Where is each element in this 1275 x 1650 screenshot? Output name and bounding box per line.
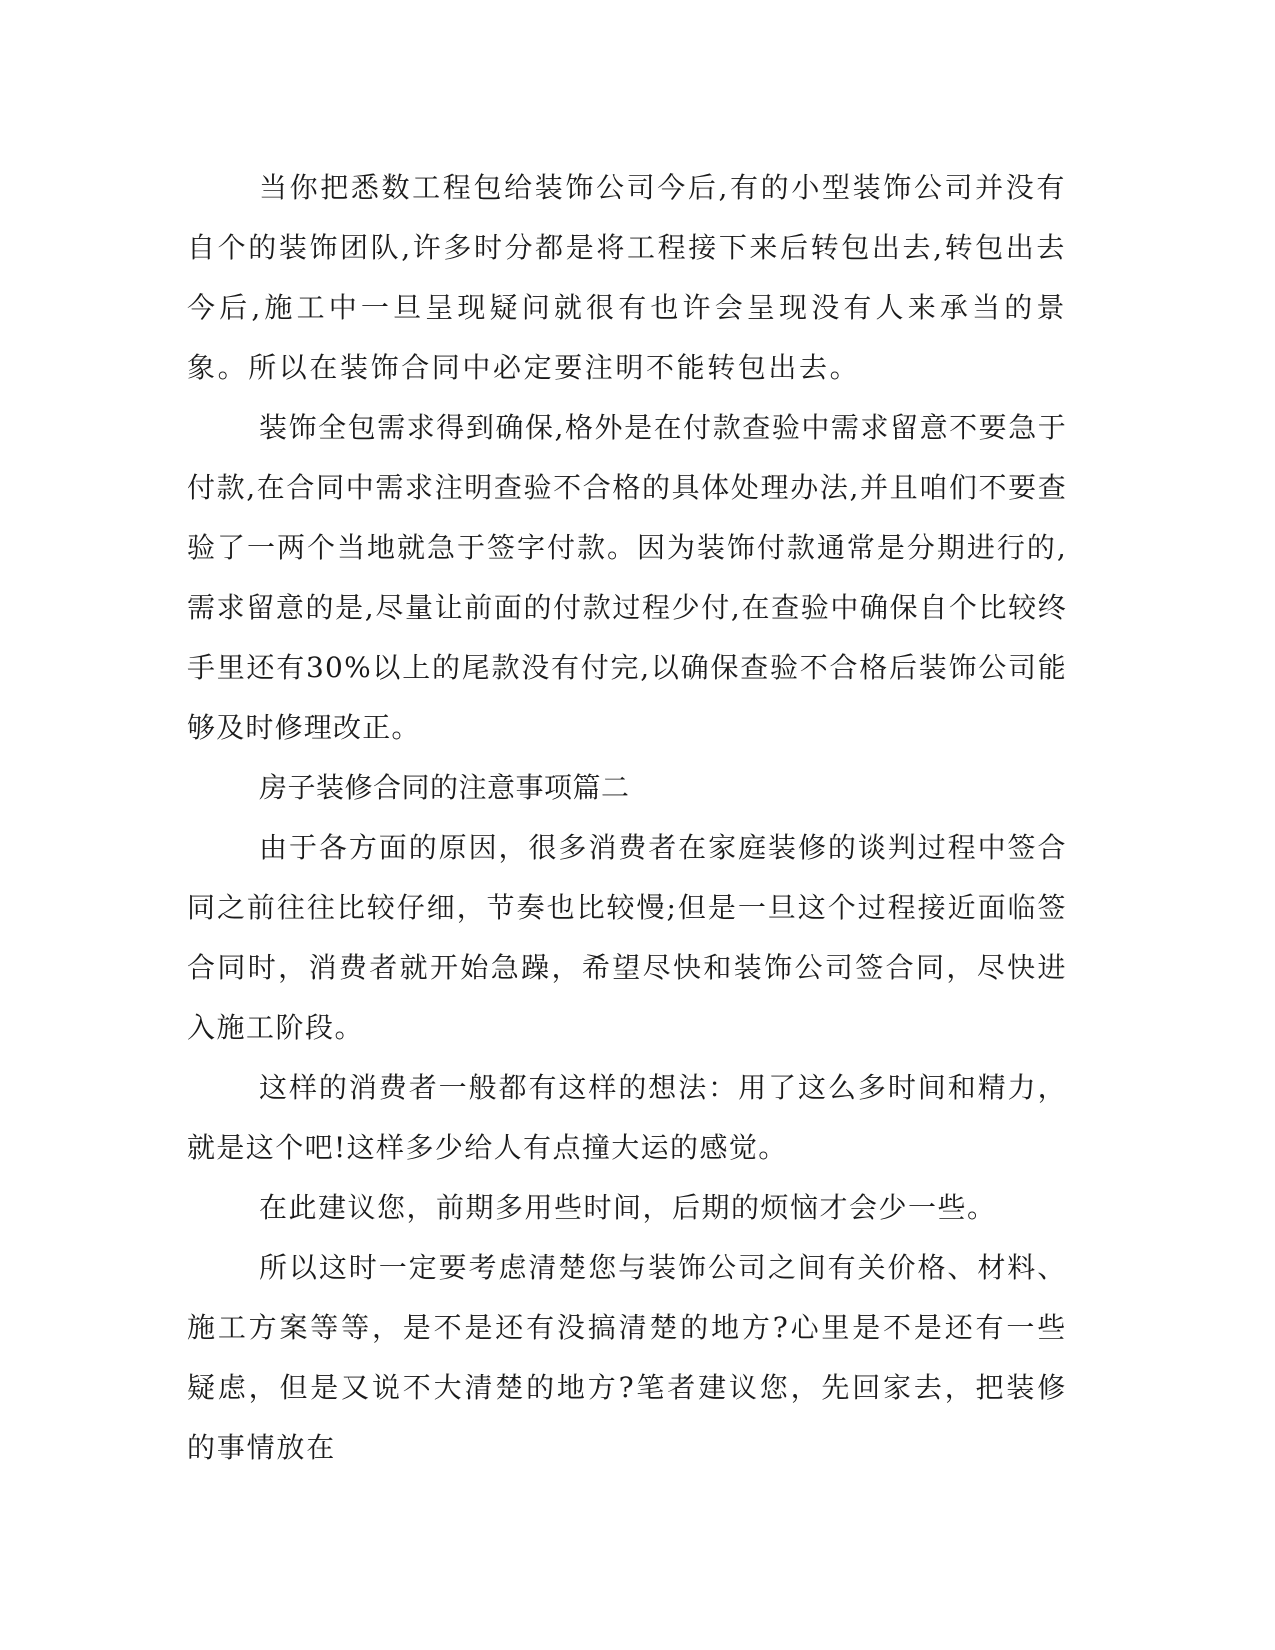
document-body <box>187 158 1067 1478</box>
paragraph-consumer-mindset: 这样的消费者一般都有这样的想法：用了这么多时间和精力，就是这个吧!这样多少给人有点撞大运的感觉。 <box>187 1071 1067 1164</box>
paragraph-consider-clearly: 所以这时一定要考虑清楚您与装饰公司之间有关价格、材料、施工方案等等，是不是还有没搞清楚的地方?心里是不是还有一些疑虑，但是又说不大清楚的地方?笔者建议您，先回家去，把装修的事情放在 <box>187 1251 1067 1464</box>
section-heading: 房子装修合同的注意事项篇二 <box>259 771 630 804</box>
paragraph-advice: 在此建议您，前期多用些时间，后期的烦恼才会少一些。 <box>259 1191 997 1224</box>
paragraph-consumer-haste: 由于各方面的原因，很多消费者在家庭装修的谈判过程中签合同之前往往比较仔细，节奏也比较慢;但是一旦这个过程接近面临签合同时，消费者就开始急躁，希望尽快和装饰公司签合同，尽快进入施工阶段。 <box>187 831 1067 1044</box>
paragraph-subcontracting: 当你把悉数工程包给装饰公司今后,有的小型装饰公司并没有自个的装饰团队,许多时分都是将工程接下来后转包出去,转包出去今后,施工中一旦呈现疑问就很有也许会呈现没有人来承当的景象。所以在装饰合同中必定要注明不能转包出去。 <box>187 171 1067 384</box>
paragraph-payment-inspection: 装饰全包需求得到确保,格外是在付款查验中需求留意不要急于付款,在合同中需求注明查验不合格的具体处理办法,并且咱们不要查验了一两个当地就急于签字付款。因为装饰付款通常是分期进行的,需求留意的是,尽量让前面的付款过程少付,在查验中确保自个比较终手里还有30%以上的尾款没有付完,以确保查验不合格后装饰公司能够及时修理改正。 <box>187 411 1067 744</box>
